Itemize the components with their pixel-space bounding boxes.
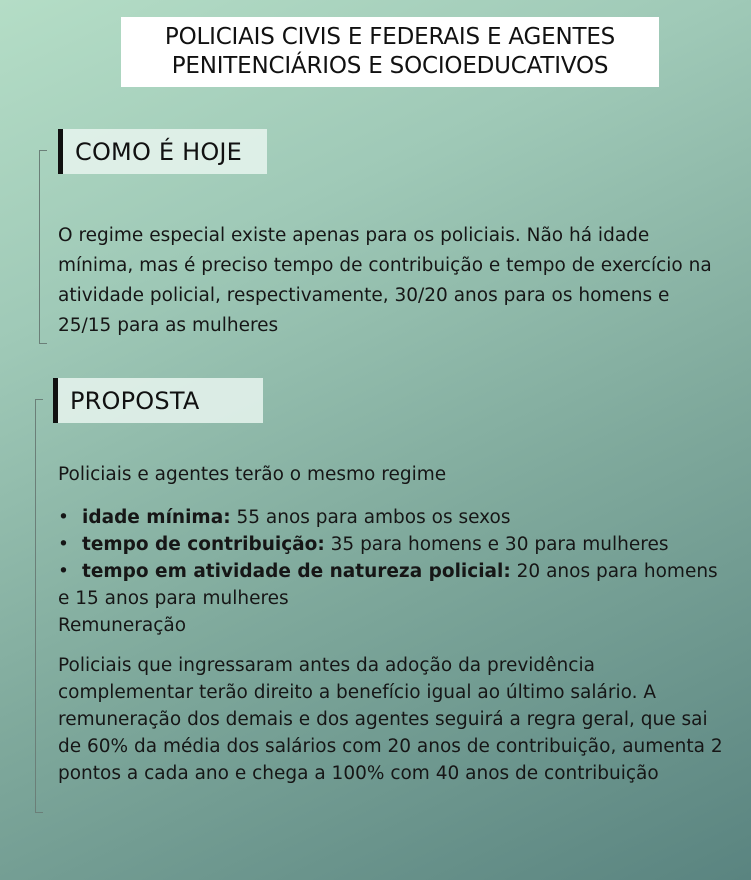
section-bracket-proposal (35, 399, 43, 813)
bullet-text: 55 anos para ambos os sexos (230, 507, 511, 528)
remuneration-description: Policiais que ingressaram antes da adoção da previdência complementar terão direito a benefício igual ao último salário. A remuneração dos demais e dos agentes seguirá a regra geral, que sai de 60% da média dos salários com 20 anos de contribuição, aumenta 2 pontos a cada ano e chega a 100% com 40 anos de contribuição (58, 655, 723, 784)
title-line-2: PENITENCIÁRIOS E SOCIOEDUCATIVOS (171, 53, 609, 79)
bullet-label: tempo em atividade de natureza policial: (82, 561, 511, 582)
section-heading-current (58, 129, 267, 174)
proposal-bullet-list (58, 504, 728, 612)
list-item (58, 504, 728, 531)
section-bracket-current (39, 150, 47, 344)
section-heading-current-label: COMO É HOJE (75, 137, 243, 166)
section-heading-proposal (53, 378, 263, 423)
bullet-label: idade mínima: (82, 507, 231, 528)
bullet-dot: • (58, 534, 69, 555)
bullet-label: tempo de contribuição: (82, 534, 325, 555)
remuneration-heading: Remuneração (58, 615, 187, 636)
list-item (58, 558, 728, 612)
proposal-intro: Policiais e agentes terão o mesmo regime (58, 464, 447, 485)
bullet-dot: • (58, 561, 69, 582)
title-line-1: POLICIAIS CIVIS E FEDERAIS E AGENTES (164, 24, 616, 50)
list-item (58, 531, 728, 558)
current-description: O regime especial existe apenas para os policiais. Não há idade mínima, mas é preciso tempo de contribuição e tempo de exercício na atividade policial, respectivamente, 30/20 anos para os homens e 25/15 para as mulheres (58, 225, 712, 336)
page-title (121, 17, 659, 87)
bullet-text: 20 anos para homens e 15 anos para mulheres (58, 561, 718, 609)
bullet-text: 35 para homens e 30 para mulheres (324, 534, 669, 555)
bullet-dot: • (58, 507, 69, 528)
section-heading-proposal-label: PROPOSTA (70, 386, 200, 415)
